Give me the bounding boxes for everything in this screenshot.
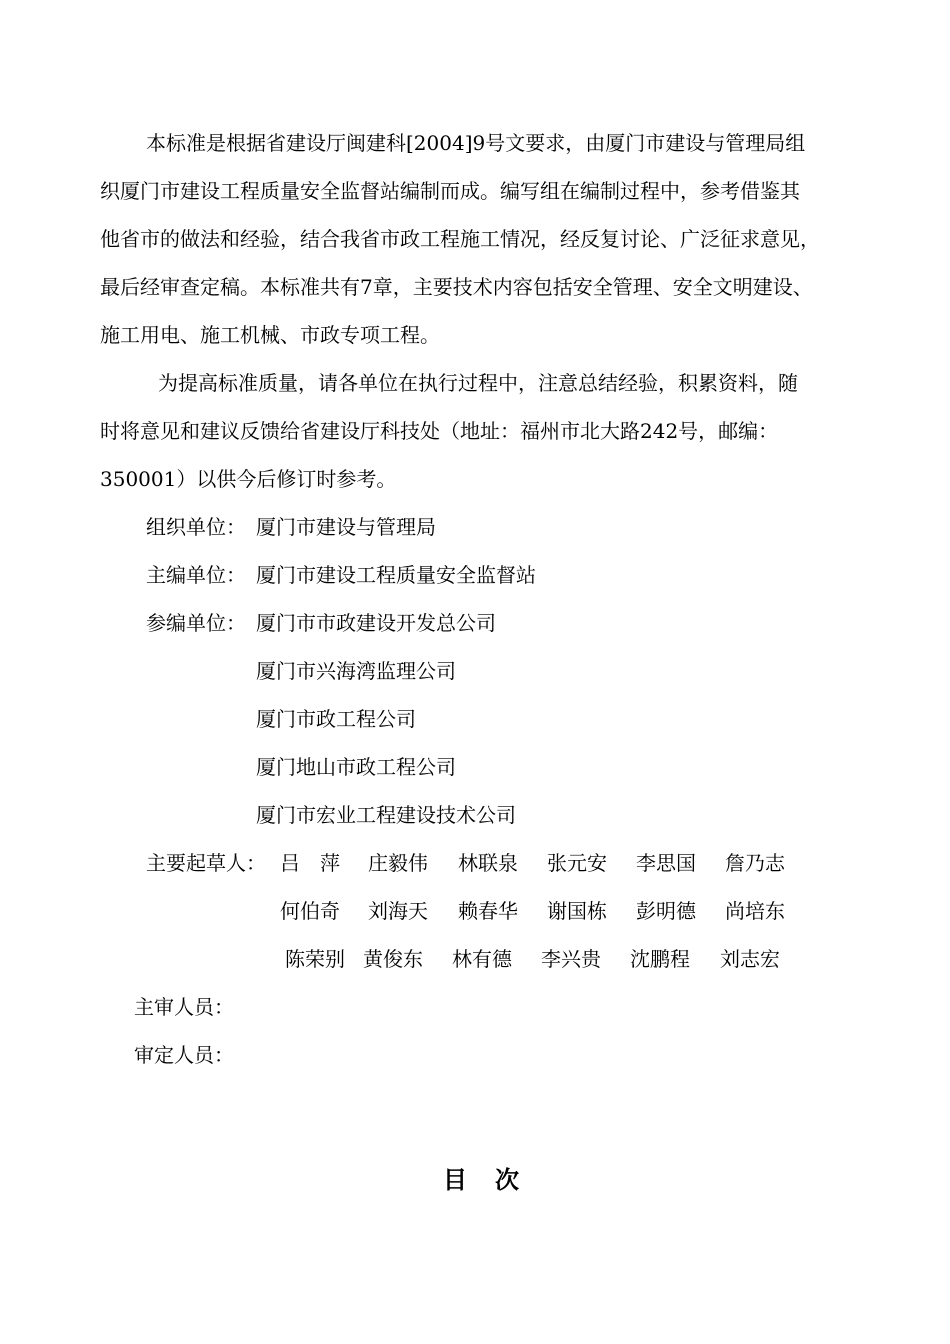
participants-label: 参编单位： [146, 611, 246, 635]
drafter-name: 赖春华 [458, 899, 518, 923]
final-reviewer-label: 审定人员： [134, 1043, 234, 1067]
drafter-name: 刘志宏 [720, 947, 780, 971]
chief-editor-value: 厦门市建设工程质量安全监督站 [256, 563, 536, 587]
drafter-name: 黄俊东 [363, 947, 423, 971]
drafters-label: 主要起草人： [146, 851, 266, 875]
drafter-name: 林有德 [452, 947, 512, 971]
preface-p1-line-5: 施工用电、施工机械、市政专项工程。 [100, 323, 440, 347]
drafter-name: 吕 萍 [280, 851, 340, 875]
chief-editor-label: 主编单位： [146, 563, 246, 587]
toc-title: 目次 [443, 1165, 547, 1194]
preface-p2-line-1: 为提高标准质量，请各单位在执行过程中，注意总结经验，积累资料，随 [158, 371, 798, 395]
preface-p1-line-3: 他省市的做法和经验，结合我省市政工程施工情况，经反复讨论、广泛征求意见， [100, 227, 820, 251]
drafter-name: 李兴贵 [541, 947, 601, 971]
participant-unit: 厦门市市政建设开发总公司 [256, 611, 496, 635]
participant-unit: 厦门市政工程公司 [256, 707, 416, 731]
preface-p2-line-3: 350001）以供今后修订时参考。 [100, 467, 397, 491]
organizer-value: 厦门市建设与管理局 [256, 515, 436, 539]
drafter-name: 何伯奇 [280, 899, 340, 923]
drafter-name: 庄毅伟 [368, 851, 428, 875]
participant-unit: 厦门市宏业工程建设技术公司 [256, 803, 516, 827]
chief-reviewer-label: 主审人员： [134, 995, 234, 1019]
preface-p1-line-4: 最后经审查定稿。本标准共有7章，主要技术内容包括安全管理、安全文明建设、 [100, 275, 813, 299]
preface-p1-line-1: 本标准是根据省建设厅闽建科[2004]9号文要求，由厦门市建设与管理局组 [146, 131, 806, 155]
organizer-label: 组织单位： [146, 515, 246, 539]
drafter-name: 林联泉 [458, 851, 518, 875]
drafter-name: 彭明德 [636, 899, 696, 923]
participant-unit: 厦门地山市政工程公司 [256, 755, 456, 779]
preface-p2-line-2: 时将意见和建议反馈给省建设厅科技处（地址：福州市北大路242号，邮编： [100, 419, 779, 443]
preface-p1-line-2: 织厦门市建设工程质量安全监督站编制而成。编写组在编制过程中，参考借鉴其 [100, 179, 800, 203]
drafter-name: 陈荣别 [285, 947, 345, 971]
drafter-name: 刘海天 [368, 899, 428, 923]
drafter-name: 谢国栋 [547, 899, 607, 923]
participant-unit: 厦门市兴海湾监理公司 [256, 659, 456, 683]
drafter-name: 张元安 [547, 851, 607, 875]
drafter-name: 李思国 [636, 851, 696, 875]
drafter-name: 詹乃志 [725, 851, 785, 875]
drafter-name: 尚培东 [725, 899, 785, 923]
drafter-name: 沈鹏程 [630, 947, 690, 971]
